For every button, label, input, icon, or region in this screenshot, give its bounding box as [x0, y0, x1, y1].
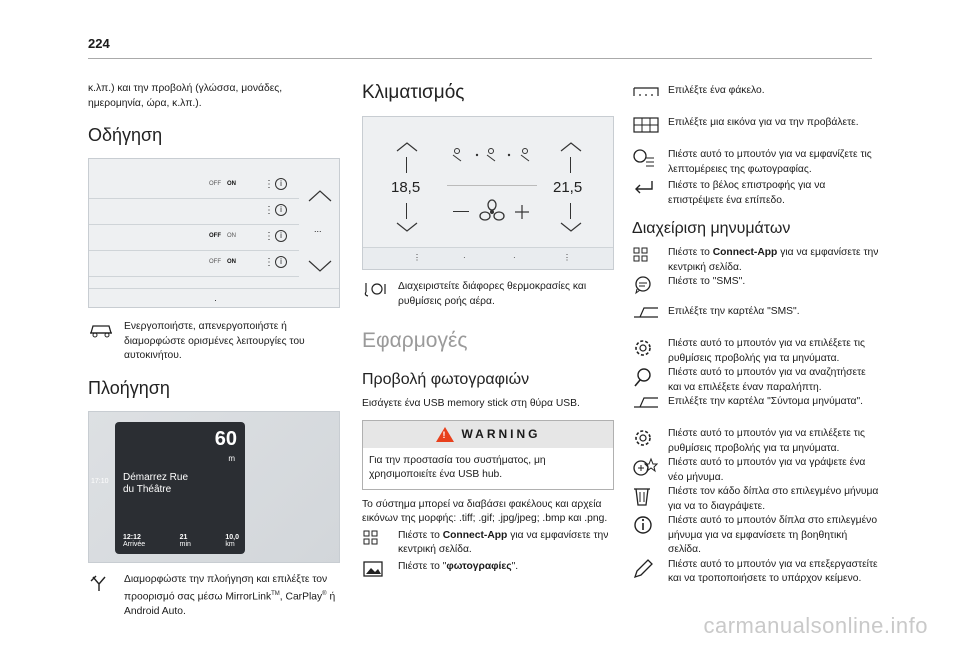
tab-icon	[632, 395, 662, 415]
toggle-switch: OFF ON	[209, 181, 236, 187]
photo-step-1	[362, 529, 614, 558]
right-temperature: 21,5	[553, 179, 583, 196]
page-number: 224	[88, 36, 110, 51]
climate-icon	[362, 280, 392, 300]
photo-step-2-text: Πιέστε το "φωτογραφίες".	[398, 560, 519, 572]
msg-step-8	[632, 456, 880, 485]
climate-description	[362, 280, 614, 309]
distance-unit: m	[228, 453, 235, 463]
driving-row-2	[89, 199, 299, 225]
nav-text: Διαμορφώστε την πλοήγηση και επιλέξτε τον προορισμό σας μέσω MirrorLink™, CarPlay® ή Android Auto.	[124, 573, 336, 617]
folder-step	[632, 84, 880, 104]
back-step-text: Πιέστε το βέλος επιστροφής για να επιστρέψετε ένα επίπεδο.	[668, 180, 826, 206]
msg-step-5	[632, 366, 880, 395]
driving-row-3	[89, 225, 299, 251]
navigation-icon	[88, 573, 118, 593]
fan-icon	[479, 199, 505, 225]
nav-description	[88, 573, 340, 620]
msg-step-2	[632, 275, 880, 295]
msg-step-8-text: Πιέστε αυτό το μπουτόν για να γράψετε ένα νέο μήνυμα.	[668, 457, 866, 483]
more-options-icon: ⋮	[264, 231, 274, 242]
apps-heading: Εφαρμογές	[362, 329, 468, 352]
msg-step-7-text: Πιέστε αυτό το μπουτόν για να επιλέξετε τις ρυθμίσεις προβολής για τα μηνύματα.	[668, 428, 865, 454]
edit-pencil-icon	[632, 558, 662, 578]
grid-icon	[632, 246, 662, 266]
info-icon: i	[275, 204, 287, 216]
details-icon	[632, 148, 662, 168]
msg-step-10-text: Πιέστε αυτό το μπουτόν δίπλα στο επιλεγμένο μήνυμα για να εμφανίσετε τη βοηθητική σελίδα.	[668, 515, 878, 555]
image-step-text: Επιλέξτε μια εικόνα για να την προβάλετε.	[668, 117, 859, 128]
driving-heading: Οδήγηση	[88, 125, 163, 145]
msg-step-11	[632, 558, 880, 587]
msg-step-6	[632, 395, 880, 415]
guidance-card	[115, 422, 245, 554]
msg-step-4-text: Πιέστε αυτό το μπουτόν για να επιλέξετε τις ρυθμίσεις προβολής για τα μηνύματα.	[668, 338, 865, 364]
chevron-up-icon	[395, 141, 419, 153]
warning-text: Για την προστασία του συστήματος, μη χρησιμοποιείτε ένα USB hub.	[369, 454, 546, 481]
driving-row-4	[89, 251, 299, 277]
more-options-icon: ⋮	[264, 257, 274, 268]
back-arrow-icon	[632, 179, 662, 199]
chevron-up-icon	[559, 141, 583, 153]
photo-heading: Προβολή φωτογραφιών	[362, 371, 530, 388]
grid-icon	[362, 529, 392, 549]
msg-step-3	[632, 305, 880, 325]
driving-text: Ενεργοποιήστε, απενεργοποιήστε ή διαμορφώστε ορισμένες λειτουργίες του αυτοκινήτου.	[124, 321, 305, 361]
nav-heading: Πλοήγηση	[88, 377, 170, 398]
watermark: carmanualsonline.info	[703, 613, 928, 638]
distance-value: 60	[214, 427, 237, 450]
trip-summary: 12:12 Arrivée 21 min 10,0 km	[123, 533, 239, 548]
warning-box	[362, 420, 614, 490]
folder-step-text: Επιλέξτε ένα φάκελο.	[668, 85, 765, 96]
info-icon: i	[275, 256, 287, 268]
details-step	[632, 148, 880, 177]
warning-title: WARNING	[461, 426, 541, 441]
climate-heading: Κλιματισμός	[362, 82, 465, 103]
back-step	[632, 179, 880, 208]
more-options-icon: ⋮	[264, 205, 274, 216]
car-icon	[88, 320, 118, 340]
warning-icon	[436, 427, 454, 442]
toggle-switch: OFF ON	[209, 233, 236, 239]
toggle-switch: OFF ON	[209, 259, 236, 265]
navigation-screen-figure	[88, 411, 340, 563]
intro-text: κ.λπ.) και την προβολή (γλώσσα, μονάδες, ημερομηνία, ώρα, κ.λπ.).	[88, 83, 283, 109]
top-divider	[88, 58, 872, 59]
msg-step-1	[632, 246, 880, 275]
folder-icon	[632, 84, 662, 104]
column-3	[632, 84, 880, 587]
airflow-mode-icons	[447, 145, 537, 165]
fan-increase-icon	[513, 203, 531, 221]
street-name: Démarrez Rue du Théâtre	[123, 471, 189, 495]
climate-text: Διαχειριστείτε διάφορες θερμοκρασίες και ρυθμίσεις ροής αέρα.	[398, 281, 587, 307]
messages-heading: Διαχείριση μηνυμάτων	[632, 220, 791, 237]
photo-intro: Εισάγετε ένα USB memory stick στη θύρα USB.	[362, 398, 580, 409]
driving-row-1	[89, 173, 299, 199]
ellipsis: ...	[314, 224, 322, 234]
settings-icon	[632, 337, 662, 357]
msg-step-9-text: Πιέστε τον κάδο δίπλα στο επιλεγμένο μήνυμα για να το διαγράψετε.	[668, 486, 879, 512]
image-grid-icon	[632, 116, 662, 136]
more-options-icon: ⋮	[264, 179, 274, 190]
info-icon	[632, 514, 662, 534]
msg-step-6-text: Επιλέξτε την καρτέλα "Σύντομα μηνύματα".	[668, 396, 863, 407]
column-1	[88, 82, 340, 619]
search-icon	[632, 366, 662, 386]
chevron-down-icon	[307, 259, 333, 273]
msg-step-2-text: Πιέστε το "SMS".	[668, 276, 746, 287]
chevron-up-icon	[307, 189, 333, 203]
tab-icon	[632, 305, 662, 325]
climate-bottom-bar: ⋮ · · ⋮	[363, 247, 613, 269]
sms-icon	[632, 275, 662, 295]
driving-description	[88, 320, 340, 364]
msg-step-9	[632, 485, 880, 514]
left-temperature: 18,5	[391, 179, 421, 196]
msg-step-4	[632, 337, 880, 366]
formats-text: Το σύστημα μπορεί να διαβάσει φακέλους και αρχεία εικόνων της μορφής: .tiff; .gif; .jpg/jpeg; .bmp και .png.	[362, 498, 608, 525]
driving-screen-figure: OFF ON ⋮ i ⋮ i OFF ON ⋮ i OFF ON ⋮ i ... ·	[88, 158, 340, 308]
trash-icon	[632, 485, 662, 505]
climate-screen-figure	[362, 116, 614, 270]
msg-step-7	[632, 427, 880, 456]
msg-step-10	[632, 514, 880, 558]
column-2	[362, 82, 614, 580]
chevron-down-icon	[559, 221, 583, 233]
image-step	[632, 116, 880, 136]
clock-readout: 17:10	[91, 477, 109, 485]
msg-step-5-text: Πιέστε αυτό το μπουτόν για να αναζητήσετε και να επιλέξετε έναν παραλήπτη.	[668, 367, 866, 393]
photo-step-2	[362, 560, 614, 580]
settings-icon	[632, 427, 662, 447]
photos-icon	[362, 560, 392, 580]
chevron-down-icon	[395, 221, 419, 233]
new-message-icon	[632, 456, 662, 476]
details-step-text: Πιέστε αυτό το μπουτόν για να εμφανίζετε τις λεπτομέρειες της φωτογραφίας.	[668, 149, 872, 175]
info-icon: i	[275, 178, 287, 190]
msg-step-1-text: Πιέστε το Connect-App για να εμφανίσετε την κεντρική σελίδα.	[668, 247, 879, 273]
fan-decrease-icon	[453, 211, 469, 212]
info-icon: i	[275, 230, 287, 242]
msg-step-11-text: Πιέστε αυτό το μπουτόν για να επεξεργαστείτε και να τροποποιήσετε το υπάρχον κείμενο.	[668, 558, 878, 584]
msg-step-3-text: Επιλέξτε την καρτέλα "SMS".	[668, 306, 800, 317]
photo-step-1-text: Πιέστε το Connect-App για να εμφανίσετε την κεντρική σελίδα.	[398, 529, 609, 556]
